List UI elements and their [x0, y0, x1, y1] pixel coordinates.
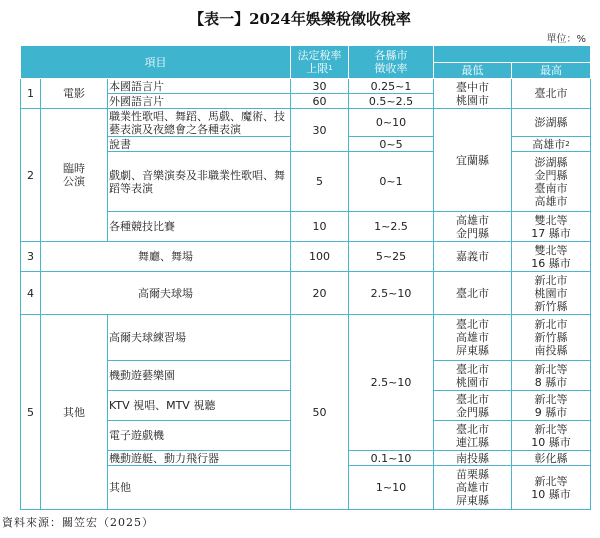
unit-label: 單位：% [546, 34, 586, 45]
row-min [434, 421, 512, 451]
max-city: 雙北等 [534, 243, 568, 257]
row-min: 臺北市 [434, 272, 512, 315]
max-city: 10 縣市 [531, 487, 571, 501]
row-statutory: 30 [291, 79, 349, 94]
min-city: 金門縣 [456, 405, 490, 419]
row-item: 電子遊戲機 [108, 421, 291, 451]
max-city: 南投縣 [534, 344, 568, 357]
row-item: 機動遊艇、動力飛行器 [108, 451, 291, 466]
row-max [512, 272, 591, 315]
header-item: 項目 [21, 46, 291, 79]
table-row [21, 315, 591, 361]
header-blank [434, 46, 591, 63]
min-city: 桃園市 [456, 93, 490, 107]
row-rate: 0.5~2.5 [349, 94, 434, 109]
row-statutory: 100 [291, 242, 349, 272]
row-rate: 1~10 [349, 466, 434, 510]
table-title: 【表一】2024年娛樂稅徵收稅率 [189, 10, 411, 28]
header-levy-rate [349, 46, 434, 79]
row-rate: 0.1~10 [349, 451, 434, 466]
row-min [434, 212, 512, 242]
row-category: 其他 [41, 315, 108, 510]
row-rate: 0~10 [349, 109, 434, 137]
max-city: 8 縣市 [534, 375, 568, 389]
max-city: 新竹縣 [534, 331, 568, 344]
row-item: 本國語言片 [108, 79, 291, 94]
row-item: 各種競技比賽 [108, 212, 291, 242]
row-number: 4 [21, 272, 41, 315]
row-max [512, 361, 591, 391]
max-city: 高雄市 [532, 137, 566, 151]
table-row [21, 272, 591, 315]
row-min [434, 466, 512, 510]
row-rate: 5~25 [349, 242, 434, 272]
row-number: 3 [21, 242, 41, 272]
max-city: 金門縣 [534, 168, 568, 182]
min-city: 臺北市 [456, 318, 490, 331]
row-max [512, 137, 591, 152]
max-city: 新北等 [534, 422, 568, 436]
max-city: 16 縣市 [531, 256, 571, 270]
header-statutory-line2: 上限 [306, 62, 329, 75]
max-city: 新北市 [534, 273, 568, 287]
row-item: 職業性歌唱、舞蹈、馬戲、魔術、技藝表演及夜總會之各種表演 [108, 109, 291, 137]
max-city: 臺南市 [534, 181, 568, 195]
min-city: 臺北市 [456, 392, 490, 406]
row-number: 2 [21, 109, 41, 242]
min-city: 屏東縣 [456, 344, 490, 357]
min-city: 高雄市 [456, 481, 490, 494]
max-city: 新北等 [534, 474, 568, 488]
min-city: 連江縣 [456, 435, 490, 449]
row-max [512, 152, 591, 212]
row-number: 1 [21, 79, 41, 109]
row-rate: 0.25~1 [349, 79, 434, 94]
row-rate: 2.5~10 [349, 315, 434, 451]
header-statutory [291, 46, 349, 79]
min-city: 高雄市 [456, 331, 490, 344]
row-statutory: 10 [291, 212, 349, 242]
min-city: 屏東縣 [456, 494, 490, 507]
row-item: 舞廳、舞場 [41, 242, 291, 272]
header-min: 最低 [434, 63, 512, 79]
max-city: 桃園市 [534, 286, 568, 300]
row-rate: 0~5 [349, 137, 434, 152]
row-max: 彰化縣 [512, 451, 591, 466]
min-city: 苗栗縣 [456, 468, 490, 481]
row-max [512, 242, 591, 272]
footnote-1: 1 [328, 64, 333, 72]
row-min: 嘉義市 [434, 242, 512, 272]
row-item: 其他 [108, 466, 291, 510]
max-city: 新北等 [534, 392, 568, 406]
category-line: 臨時 [63, 162, 85, 175]
max-city: 9 縣市 [534, 405, 568, 419]
row-category: 電影 [41, 79, 108, 109]
category-line: 公演 [63, 175, 85, 188]
row-min [434, 361, 512, 391]
row-statutory: 50 [291, 315, 349, 510]
row-item: 說書 [108, 137, 291, 152]
header-levy-line1: 各縣市 [374, 49, 408, 62]
row-min [434, 315, 512, 361]
row-item: 高爾夫球場 [41, 272, 291, 315]
min-city: 臺中市 [456, 80, 490, 94]
row-item: 外國語言片 [108, 94, 291, 109]
max-city: 雙北等 [534, 213, 568, 227]
row-min: 宜蘭縣 [434, 109, 512, 212]
row-min [434, 79, 512, 109]
row-number: 5 [21, 315, 41, 510]
row-rate: 0~1 [349, 152, 434, 212]
footnote-2: 2 [565, 139, 570, 148]
row-max [512, 391, 591, 421]
max-city: 10 縣市 [531, 435, 571, 449]
table-row [21, 79, 591, 94]
max-city: 高雄市 [534, 194, 568, 208]
row-rate: 1~2.5 [349, 212, 434, 242]
header-levy-line2: 徵收率 [374, 62, 408, 75]
source-note: 資料來源：關笠宏（2025） [2, 516, 154, 529]
row-max: 臺北市 [512, 79, 591, 109]
table-row [21, 242, 591, 272]
row-min [434, 391, 512, 421]
row-item: 機動遊藝樂園 [108, 361, 291, 391]
row-statutory: 30 [291, 109, 349, 152]
row-statutory: 20 [291, 272, 349, 315]
row-max [512, 315, 591, 361]
max-city: 17 縣市 [531, 226, 571, 240]
row-item: KTV 視唱、MTV 視聽 [108, 391, 291, 421]
row-max: 澎湖縣 [512, 109, 591, 137]
row-statutory: 5 [291, 152, 349, 212]
row-item: 戲劇、音樂演奏及非職業性歌唱、舞蹈等表演 [108, 152, 291, 212]
max-city: 新竹縣 [534, 299, 568, 313]
row-min: 南投縣 [434, 451, 512, 466]
row-max [512, 466, 591, 510]
tax-rate-table [20, 45, 591, 510]
min-city: 高雄市 [456, 213, 490, 227]
max-city: 新北市 [534, 318, 568, 331]
row-rate: 2.5~10 [349, 272, 434, 315]
header-max: 最高 [512, 63, 591, 79]
row-max [512, 212, 591, 242]
min-city: 金門縣 [456, 226, 490, 240]
min-city: 臺北市 [456, 422, 490, 436]
header-statutory-line1: 法定稅率 [297, 49, 342, 62]
row-statutory: 60 [291, 94, 349, 109]
table-row [21, 109, 591, 137]
row-max [512, 421, 591, 451]
min-city: 桃園市 [456, 375, 490, 389]
max-city: 澎湖縣 [534, 155, 568, 169]
row-category [41, 109, 108, 242]
min-city: 臺北市 [456, 362, 490, 376]
max-city: 新北等 [534, 362, 568, 376]
row-item: 高爾夫球練習場 [108, 315, 291, 361]
